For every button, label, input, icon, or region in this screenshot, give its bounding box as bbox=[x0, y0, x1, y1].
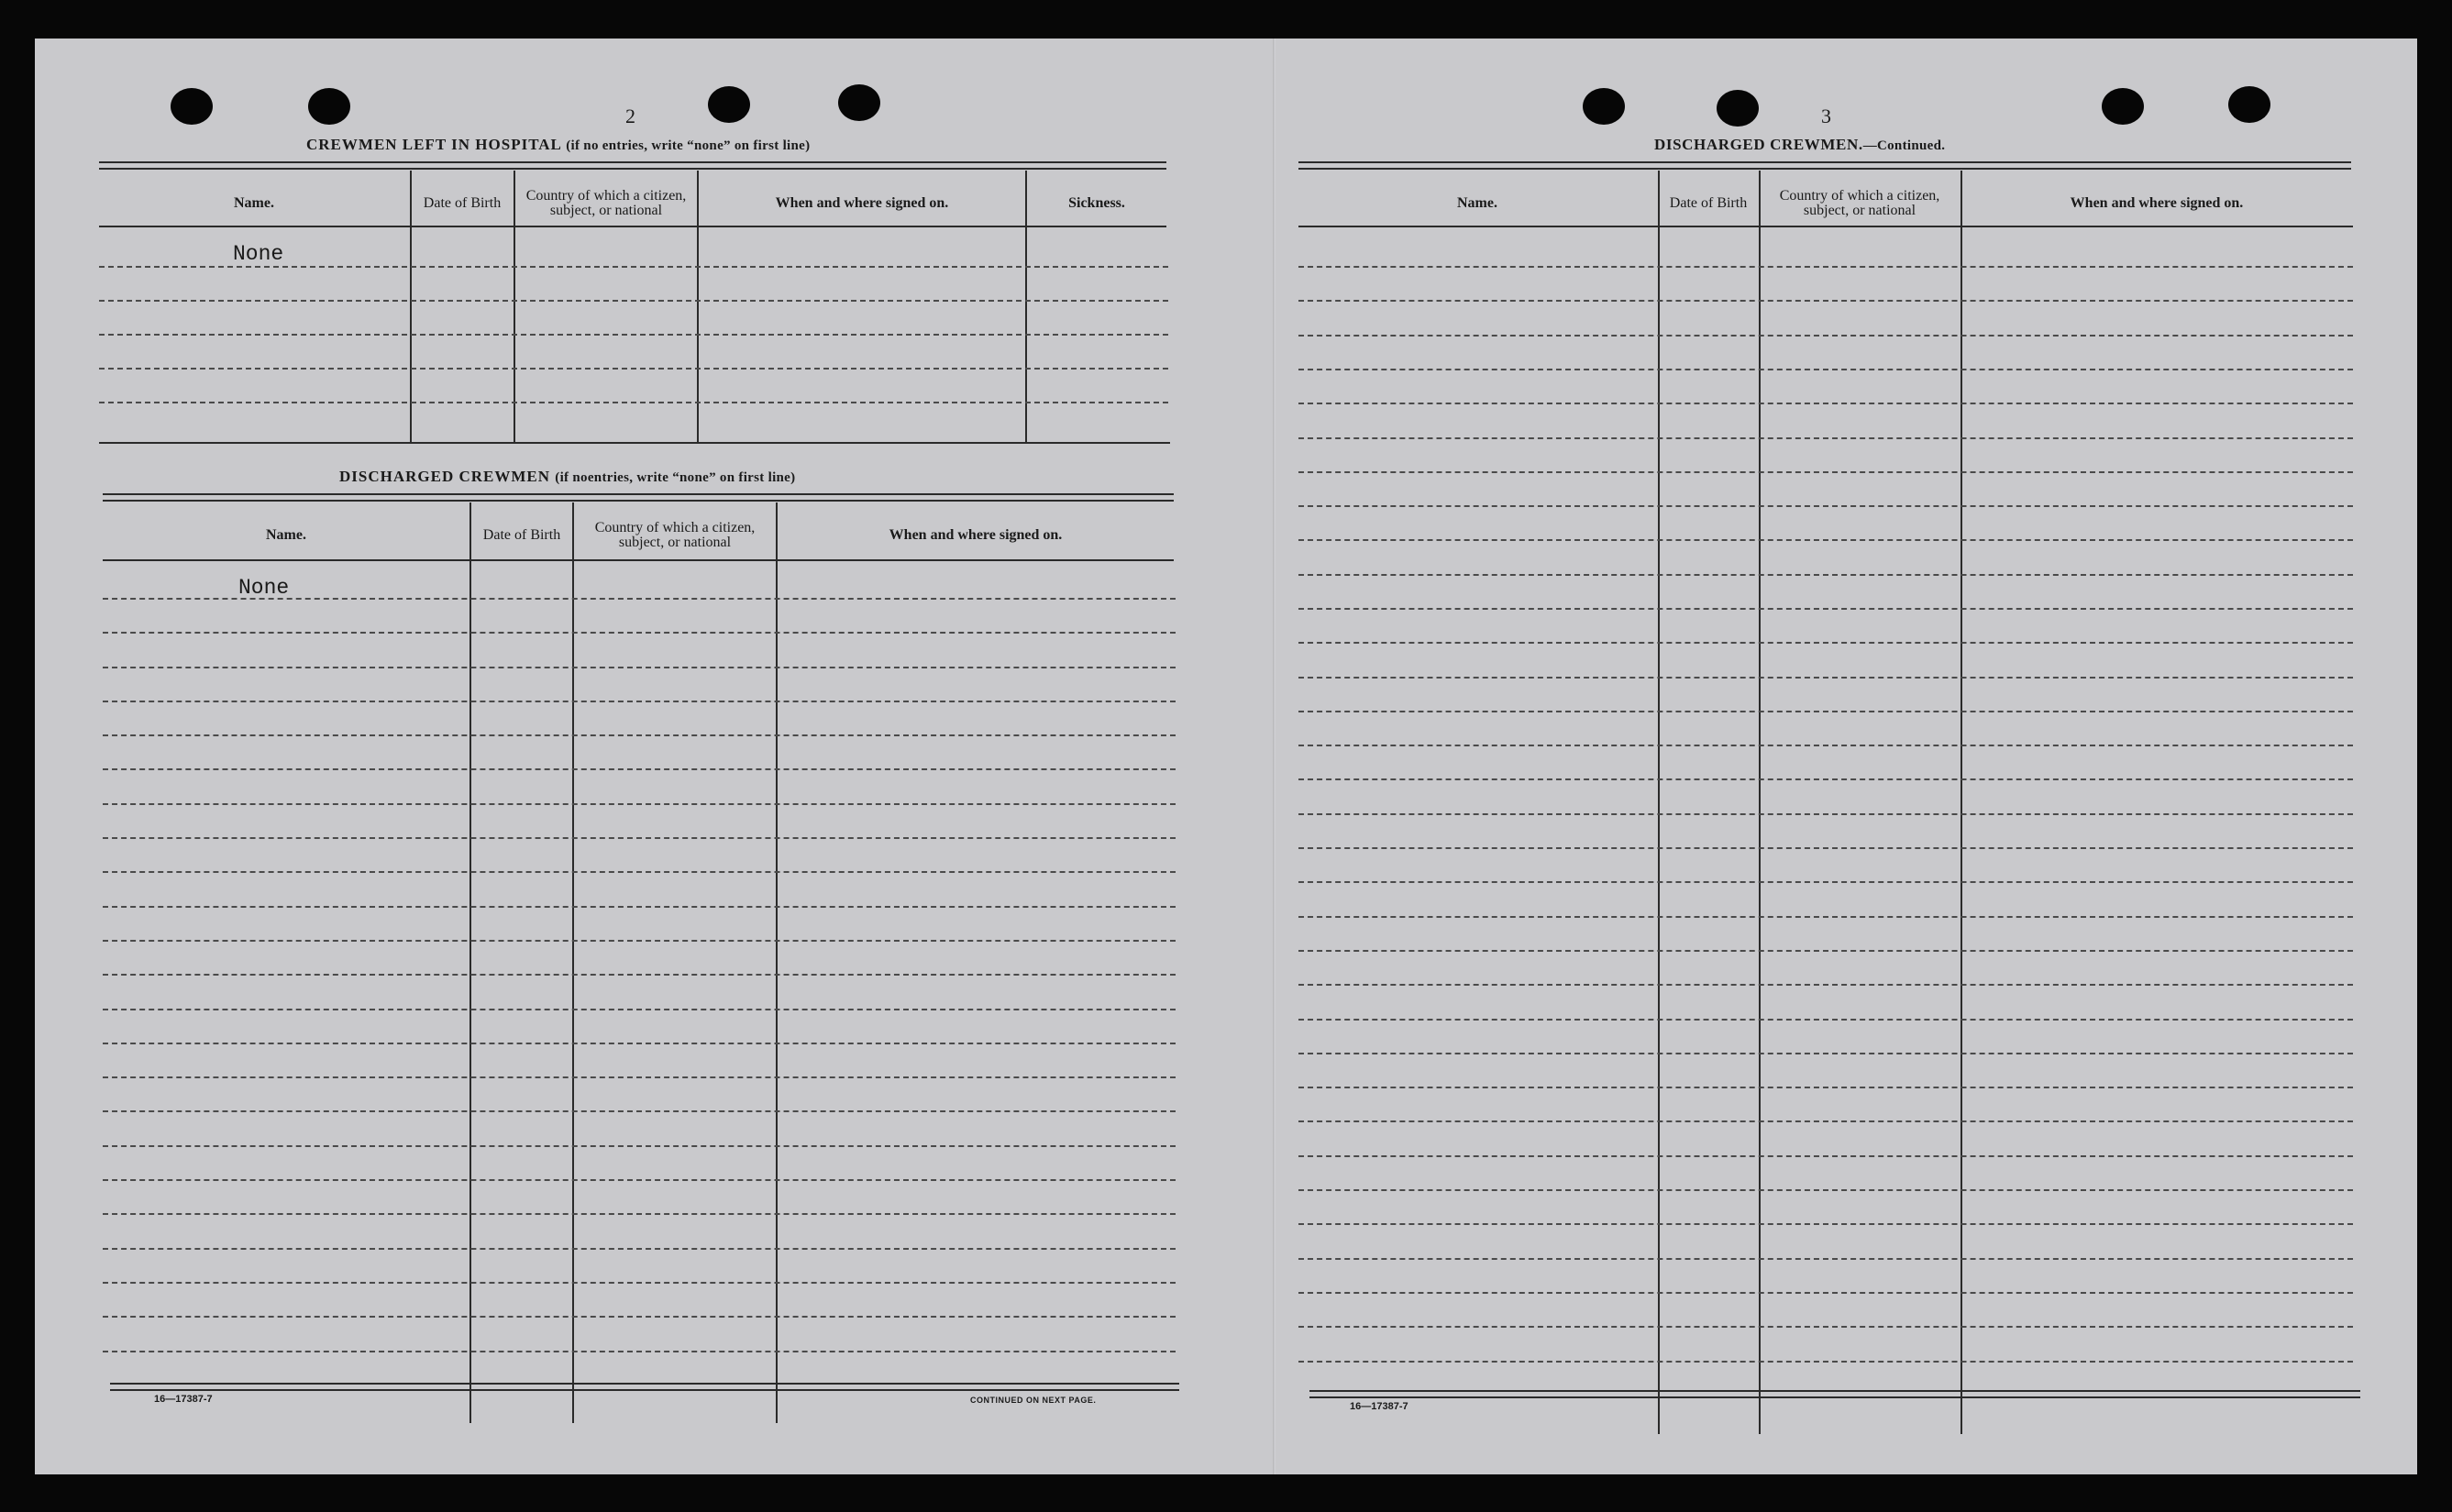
table-bottom-rule bbox=[1309, 1390, 2360, 1398]
column-header-name: Name. bbox=[266, 527, 306, 543]
page-fold bbox=[1273, 39, 1276, 1474]
dashed-entry-line bbox=[103, 632, 1176, 634]
discharged-section-title bbox=[339, 468, 795, 486]
header-rule bbox=[99, 226, 1166, 227]
column-header-signed-on: When and where signed on. bbox=[775, 195, 949, 211]
dashed-entry-line bbox=[103, 1213, 1176, 1215]
punch-hole bbox=[2102, 88, 2144, 125]
dashed-entry-line bbox=[103, 940, 1176, 942]
dashed-entry-line bbox=[103, 1076, 1176, 1078]
column-divider bbox=[1658, 171, 1660, 1434]
dashed-entry-line bbox=[1298, 1019, 2353, 1021]
section-note: (if noentries, write “none” on first line) bbox=[555, 470, 796, 485]
dashed-entry-line bbox=[1298, 1258, 2353, 1260]
dashed-entry-line bbox=[1298, 984, 2353, 986]
dashed-entry-line bbox=[1298, 300, 2353, 302]
column-divider bbox=[1759, 171, 1761, 1434]
section-note: (if no entries, write “none” on first line) bbox=[566, 138, 811, 153]
column-header-dob: Date of Birth bbox=[423, 195, 502, 211]
column-header-signed-on: When and where signed on. bbox=[889, 527, 1063, 543]
form-number: 16—17387-7 bbox=[154, 1394, 213, 1405]
dashed-entry-line bbox=[103, 701, 1176, 702]
table-bottom-rule bbox=[110, 1383, 1179, 1391]
dashed-entry-line bbox=[103, 871, 1176, 873]
table-top-rule bbox=[1298, 161, 2351, 170]
dashed-entry-line bbox=[1298, 1326, 2353, 1328]
dashed-entry-line bbox=[1298, 711, 2353, 712]
dashed-entry-line bbox=[103, 598, 1176, 600]
dashed-entry-line bbox=[1298, 916, 2353, 918]
punch-hole bbox=[838, 84, 880, 121]
hospital-section-title bbox=[306, 136, 810, 154]
header-rule bbox=[1298, 226, 2353, 227]
dashed-entry-line bbox=[103, 768, 1176, 770]
dashed-entry-line bbox=[1298, 1155, 2353, 1157]
dashed-entry-line bbox=[103, 1043, 1176, 1044]
dashed-entry-line bbox=[1298, 608, 2353, 610]
form-number: 16—17387-7 bbox=[1350, 1401, 1408, 1412]
section-title-text: DISCHARGED CREWMEN bbox=[339, 468, 551, 485]
column-divider bbox=[776, 502, 778, 1423]
dashed-entry-line bbox=[1298, 677, 2353, 679]
dashed-entry-line bbox=[1298, 642, 2353, 644]
dashed-entry-line bbox=[1298, 1361, 2353, 1363]
dashed-entry-line bbox=[99, 334, 1168, 336]
dashed-entry-line bbox=[1298, 1120, 2353, 1122]
dashed-entry-line bbox=[1298, 335, 2353, 337]
dashed-entry-line bbox=[103, 734, 1176, 736]
dashed-entry-line bbox=[1298, 1087, 2353, 1088]
punch-hole bbox=[308, 88, 350, 125]
dashed-entry-line bbox=[1298, 745, 2353, 746]
dashed-entry-line bbox=[103, 1009, 1176, 1010]
column-header-name: Name. bbox=[1457, 195, 1497, 211]
continued-note: CONTINUED ON NEXT PAGE. bbox=[970, 1396, 1097, 1405]
table-top-rule bbox=[103, 493, 1174, 502]
column-header-country: Country of which a citizen, subject, or national bbox=[525, 188, 687, 218]
column-header-country: Country of which a citizen, subject, or national bbox=[1779, 188, 1940, 218]
column-header-country: Country of which a citizen, subject, or national bbox=[594, 520, 756, 550]
dashed-entry-line bbox=[99, 300, 1168, 302]
column-header-dob: Date of Birth bbox=[1669, 195, 1748, 211]
punch-hole bbox=[171, 88, 213, 125]
dashed-entry-line bbox=[103, 1248, 1176, 1250]
dashed-entry-line bbox=[1298, 403, 2353, 404]
dashed-entry-line bbox=[99, 266, 1168, 268]
dashed-entry-line bbox=[1298, 950, 2353, 952]
header-rule bbox=[103, 559, 1174, 561]
page-number: 3 bbox=[1821, 105, 1831, 127]
dashed-entry-line bbox=[1298, 778, 2353, 780]
dashed-entry-line bbox=[1298, 1292, 2353, 1294]
dashed-entry-line bbox=[103, 1110, 1176, 1112]
dashed-entry-line bbox=[103, 837, 1176, 839]
dashed-entry-line bbox=[103, 974, 1176, 976]
column-header-name: Name. bbox=[234, 195, 274, 211]
dashed-entry-line bbox=[1298, 539, 2353, 541]
punch-hole bbox=[1717, 90, 1759, 127]
dashed-entry-line bbox=[103, 803, 1176, 805]
document-sheet bbox=[35, 39, 2417, 1474]
dashed-entry-line bbox=[1298, 813, 2353, 815]
dashed-entry-line bbox=[1298, 471, 2353, 473]
section-title-text: DISCHARGED CREWMEN. bbox=[1654, 136, 1863, 153]
dashed-entry-line bbox=[1298, 574, 2353, 576]
section-continued: —Continued. bbox=[1862, 138, 1946, 153]
dashed-entry-line bbox=[103, 906, 1176, 908]
table-bottom-rule bbox=[99, 442, 1170, 444]
page-number: 2 bbox=[625, 105, 635, 127]
hospital-first-entry: None bbox=[233, 242, 284, 266]
dashed-entry-line bbox=[1298, 847, 2353, 849]
dashed-entry-line bbox=[103, 667, 1176, 668]
punch-hole bbox=[708, 86, 750, 123]
column-divider bbox=[572, 502, 574, 1423]
column-divider bbox=[1960, 171, 1962, 1434]
dashed-entry-line bbox=[1298, 437, 2353, 439]
column-header-sickness: Sickness. bbox=[1068, 195, 1125, 211]
dashed-entry-line bbox=[103, 1316, 1176, 1318]
column-header-dob: Date of Birth bbox=[482, 527, 561, 543]
dashed-entry-line bbox=[1298, 1053, 2353, 1054]
dashed-entry-line bbox=[103, 1179, 1176, 1181]
punch-hole bbox=[2228, 86, 2270, 123]
dashed-entry-line bbox=[1298, 505, 2353, 507]
column-divider bbox=[469, 502, 471, 1423]
dashed-entry-line bbox=[1298, 1189, 2353, 1191]
discharged-continued-title bbox=[1654, 136, 1945, 154]
dashed-entry-line bbox=[99, 402, 1168, 403]
dashed-entry-line bbox=[1298, 1223, 2353, 1225]
dashed-entry-line bbox=[99, 368, 1168, 370]
discharged-first-entry: None bbox=[238, 576, 290, 600]
punch-hole bbox=[1583, 88, 1625, 125]
dashed-entry-line bbox=[1298, 369, 2353, 370]
dashed-entry-line bbox=[103, 1351, 1176, 1352]
dashed-entry-line bbox=[1298, 881, 2353, 883]
dashed-entry-line bbox=[1298, 266, 2353, 268]
dashed-entry-line bbox=[103, 1282, 1176, 1284]
column-header-signed-on: When and where signed on. bbox=[2070, 195, 2244, 211]
section-title-text: CREWMEN LEFT IN HOSPITAL bbox=[306, 136, 561, 153]
table-top-rule bbox=[99, 161, 1166, 170]
dashed-entry-line bbox=[103, 1145, 1176, 1147]
